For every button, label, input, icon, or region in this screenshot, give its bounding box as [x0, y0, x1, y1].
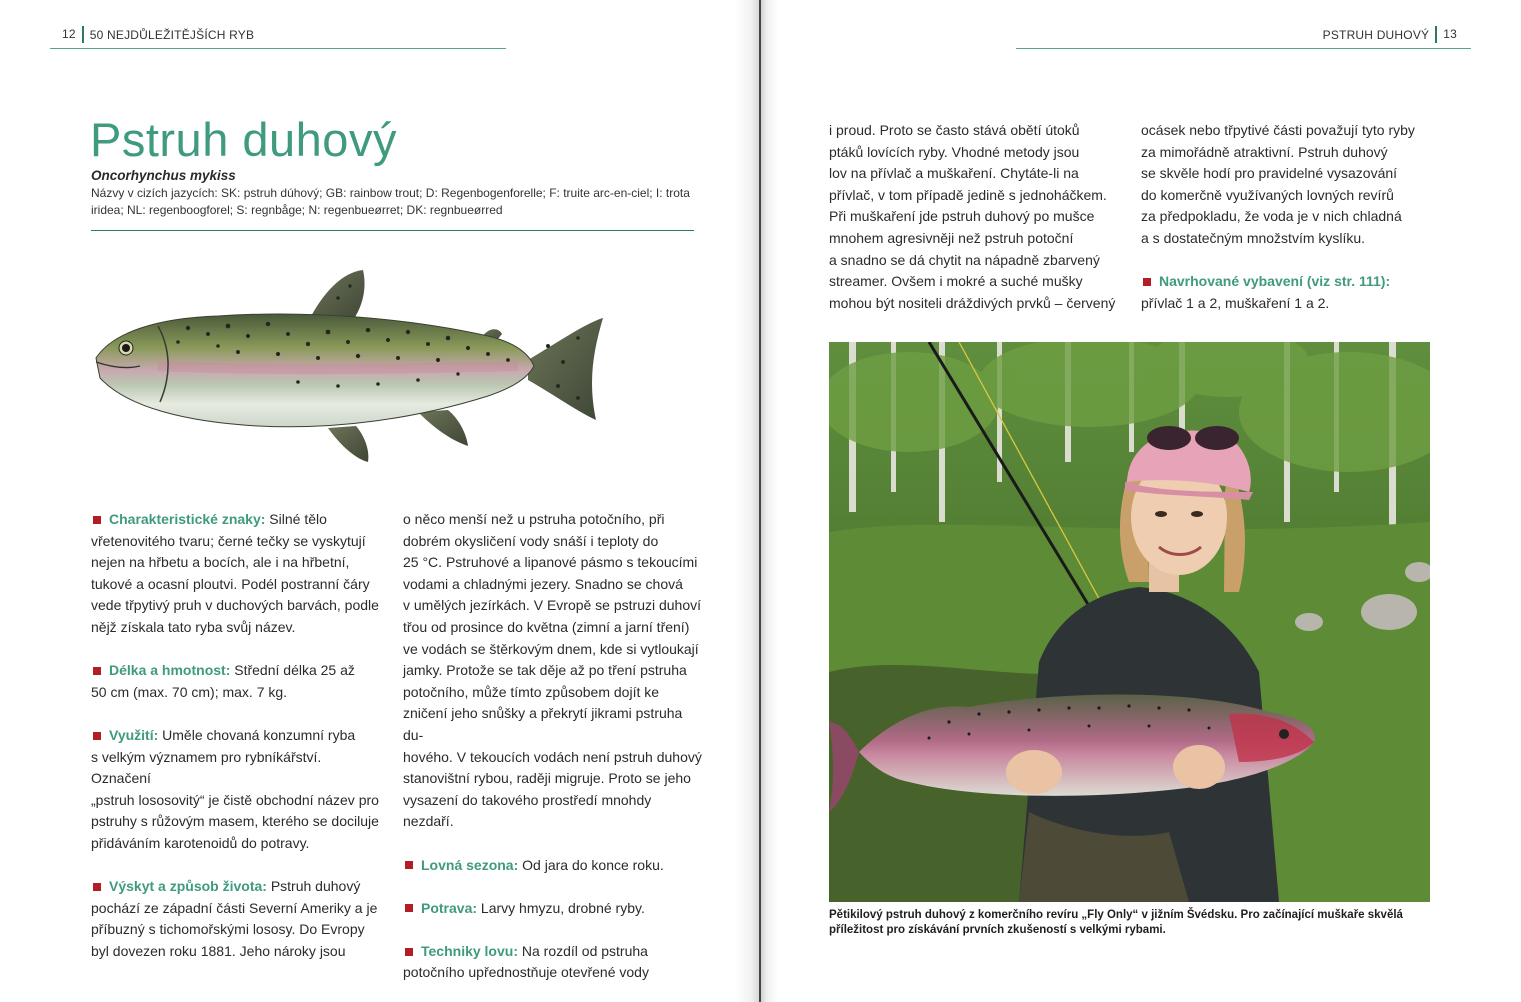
- page-title: Pstruh duhový: [90, 113, 397, 166]
- bullet-icon: [93, 516, 101, 524]
- foreign-names: Názvy v cizích jazycích: SK: pstruh dúhový; GB: rainbow trout; D: Regenbogenforelle; F: truite arc-en-ciel; I: trota iridea; NL: regenboogforel; S: regnbåge; N: regenbueørret; DK: regnbueørred: [91, 186, 690, 217]
- paragraph-usage: Využití: Uměle chovaná konzumní ryba s velkým významem pro rybníkářství. Označení „pstruh lososovitý“ je čistě obchodní název pro pstruhy s růžovým masem, kterého se dociluje přidáváním karotenoidů do potravy.: [91, 726, 379, 851]
- paragraph-continuation: i proud. Proto se často stává obětí útoků ptáků lovících ryby. Vhodné metody jsou lov na přívlač a muškaření. Chytáte-li na přívlač, v tom případě jedině s jednoháčkem. Při muškaření jde pstruh duhový po mušce mnohem agresivněji než pstruh potoční a snadno se dá chytit na nápadně zbarvený streamer. Ovšem i mokré a suché mušky mohou být nositeli dráždivých prvků – červený: [829, 122, 1116, 311]
- paragraph-season: Lovná sezona: Od jara do konce roku.: [403, 855, 703, 877]
- book-spine: [759, 0, 761, 1002]
- paragraph-lead: Charakteristické znaky:: [109, 511, 266, 527]
- gutter-shadow: [735, 0, 760, 1002]
- header-divider: [82, 26, 84, 43]
- paragraph-equipment: Navrhované vybavení (viz str. 111): přívlač 1 a 2, muškaření 1 a 2.: [1141, 273, 1391, 311]
- page-number: 13: [1443, 26, 1457, 41]
- bullet-icon: [93, 883, 101, 891]
- paragraph-techniques: Techniky lovu: Na rozdíl od pstruha potočního upřednostňuje otevřené vody: [403, 942, 649, 981]
- paragraph-lead: Navrhované vybavení (viz str. 111):: [1159, 273, 1391, 290]
- running-header-text: 50 NEJDŮLEŽITĚJŠÍCH RYB: [89, 27, 255, 42]
- section-rule: [91, 230, 694, 231]
- header-rule: [50, 48, 506, 49]
- bullet-icon: [1143, 278, 1151, 286]
- running-header-left: [62, 26, 254, 44]
- text-column-2: [403, 509, 703, 1002]
- header-rule: [1016, 48, 1471, 49]
- bullet-icon: [405, 861, 413, 869]
- angler-with-rainbow-trout-photo: [829, 342, 1430, 902]
- header-divider: [1435, 26, 1437, 43]
- bullet-icon: [405, 904, 413, 912]
- paragraph-continuation: ocásek nebo třpytivé části považují tyto ryby za mimořádně atraktivní. Pstruh duhový se skvěle hodí pro pravidelné vysazování do komerčně využívaných lovných revírů za předpokladu, že voda je v nich chladná a s dostatečným množstvím kyslíku.: [1141, 122, 1415, 246]
- paragraph-occurrence: Výskyt a způsob života: Pstruh duhový pochází ze západní části Severní Ameriky a je příbuzný s tichomořskými lososy. Do Evropy byl dovezen roku 1881. Jeho nároky jsou: [91, 878, 378, 959]
- paragraph-lead: Délka a hmotnost:: [109, 662, 231, 679]
- paragraph-lead: Výskyt a způsob života:: [109, 878, 267, 895]
- bullet-icon: [405, 948, 413, 956]
- paragraph-continuation: o něco menší než u pstruha potočního, při dobrém okysličení vody snáší i teploty do 25 °C. Pstruhové a lipanové pásmo s tekoucími vodami a chladnými jezery. Snadno se chová v umělých jezírkách. V Evropě se pstruzi duhoví třou od prosince do května (zimní a jarní tření) ve vodách se štěrkovým dnem, kde si vytloukají jamky. Protože se tak děje až po tření pstruha potočního, může tímto způsobem dojít ke zničení jeho snůšky a překrytí jikrami pstruha du- hového. V tekoucích vodách není pstruh duhový stanovištní rybou, raději migruje. Proto se jeho vysazení do takového prostředí mnohdy nezdaří.: [403, 511, 702, 830]
- paragraph-lead: Techniky lovu:: [421, 942, 518, 959]
- page-number: 12: [62, 26, 76, 41]
- right-page: [760, 0, 1521, 1002]
- text-column-4: [1141, 120, 1441, 336]
- text-column-1: [91, 509, 381, 984]
- bullet-icon: [93, 732, 101, 740]
- bullet-icon: [93, 667, 101, 675]
- left-page: [0, 0, 760, 1002]
- paragraph-food: Potrava: Larvy hmyzu, drobné ryby.: [403, 898, 703, 920]
- text-column-3: [829, 120, 1129, 336]
- running-header-text: PSTRUH DUHOVÝ: [1322, 27, 1430, 42]
- paragraph-length-weight: Délka a hmotnost: Střední délka 25 až 50 cm (max. 70 cm); max. 7 kg.: [91, 662, 355, 700]
- paragraph-lead: Využití:: [109, 726, 159, 743]
- photo-caption: Pětikilový pstruh duhový z komerčního revíru „Fly Only“ v jižním Švédsku. Pro začínající muškaře skvělá příležitost pro získávání prvních zkušeností s velkými rybami.: [829, 909, 1403, 936]
- latin-name: Oncorhynchus mykiss: [91, 168, 236, 183]
- paragraph-characteristics: Charakteristické znaky: Silné tělo vřetenovitého tvaru; černé tečky se vyskytují nejen na hřbetu a bocích, ale i na hřbetní, tukové a ocasní ploutvi. Podél postranní čáry vede třpytivý pruh v duchových barvách, podle nějž získala tato ryba svůj název.: [91, 511, 379, 635]
- paragraph-lead: Lovná sezona:: [421, 856, 519, 873]
- paragraph-lead: Potrava:: [421, 899, 478, 916]
- rainbow-trout-illustration: [88, 262, 608, 472]
- running-header-right: [1323, 26, 1457, 44]
- gutter-shadow: [760, 0, 778, 1002]
